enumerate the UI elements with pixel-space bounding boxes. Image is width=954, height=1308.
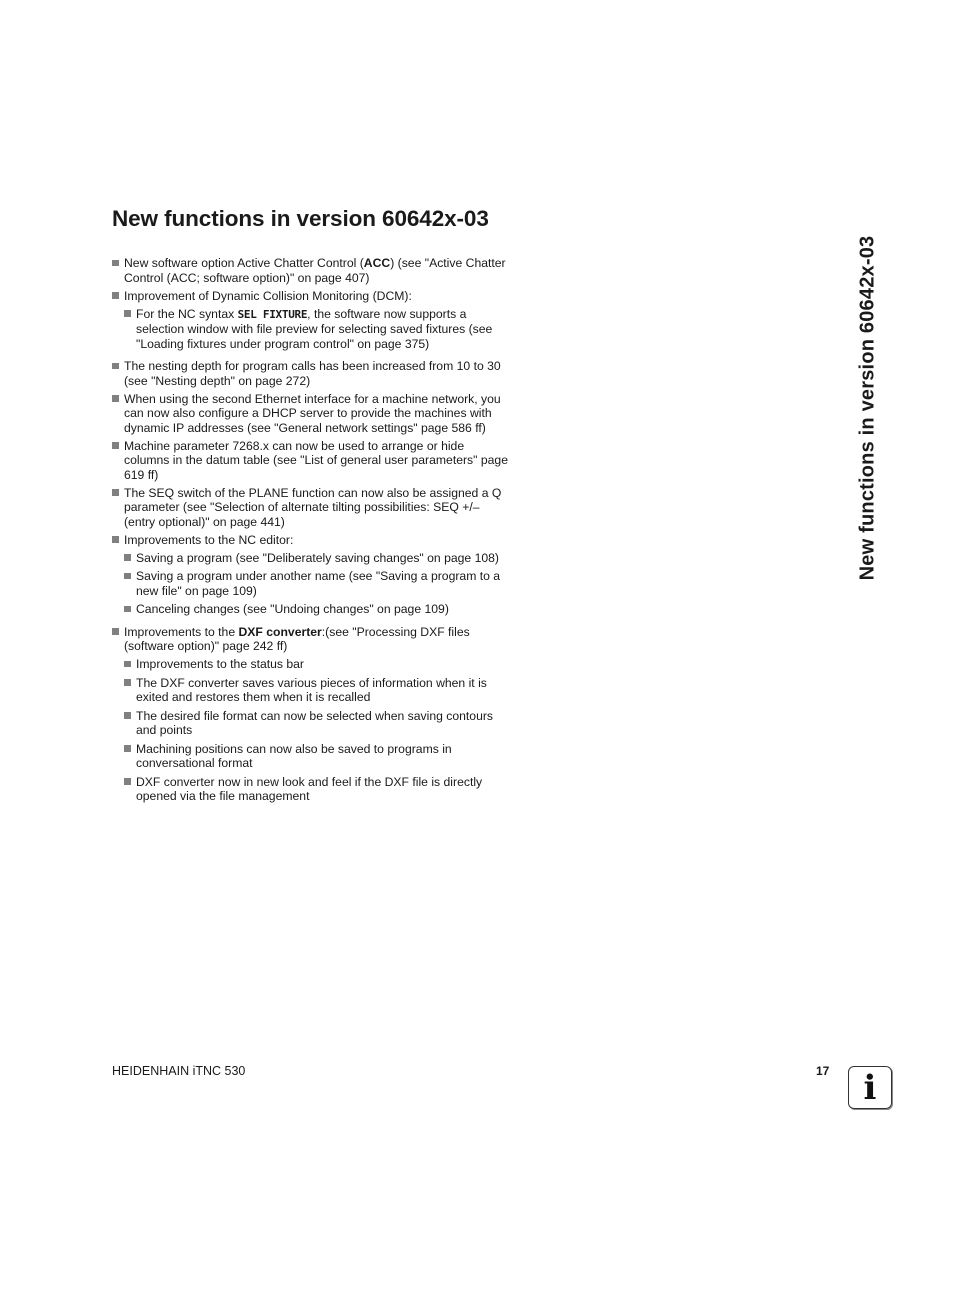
bullet-square-icon	[112, 489, 119, 496]
sub-list	[124, 657, 512, 804]
bullet-square-icon	[112, 292, 119, 299]
sub-list-item: Saving a program under another name (see "Saving a program to a new file" on page 109)	[124, 569, 512, 598]
sub-list-item: For the NC syntax SEL FIXTURE, the software now supports a selection window with file preview for selecting saved fixtures (see "Loading fixtures under program control" on page 375)	[124, 307, 512, 352]
sub-list-item: Canceling changes (see "Undoing changes" on page 109)	[124, 602, 512, 617]
list-item-ethernet: When using the second Ethernet interface for a machine network, you can now also configure a DHCP server to provide the machines with dynamic IP addresses (see "General network settings" page 586 ff)	[112, 392, 512, 436]
bullet-square-icon	[112, 363, 119, 370]
sub-list	[124, 307, 512, 352]
bullet-square-icon	[124, 573, 131, 580]
info-icon: i	[848, 1066, 892, 1109]
sub-list-item: Improvements to the status bar	[124, 657, 512, 672]
sub-list-item: DXF converter now in new look and feel if the DXF file is directly opened via the file management	[124, 775, 512, 804]
footer-product: HEIDENHAIN iTNC 530	[112, 1064, 246, 1078]
sub-list	[124, 551, 512, 617]
side-tab-title: New functions in version 60642x-03	[856, 235, 879, 581]
list-item-dxf: Improvements to the DXF converter:(see "Processing DXF files (software option)" page 242 ff) Improvements to the status bar The DXF converter saves various pieces of information when it is exited and restores them when it is recalled The desired file format can now be selected when saving contours and points Machining positions can now also be saved to programs in conversational format DXF converter now in new look and feel if the DXF file is directly opened via the file management	[112, 625, 512, 804]
list-item-mp7268: Machine parameter 7268.x can now be used to arrange or hide columns in the datum table (see "List of general user parameters" page 619 ff)	[112, 439, 512, 483]
bullet-square-icon	[124, 310, 131, 317]
bullet-square-icon	[112, 536, 119, 543]
page-number: 17	[816, 1064, 830, 1078]
sub-list-item: The DXF converter saves various pieces of information when it is exited and restores them when it is recalled	[124, 676, 512, 705]
sub-list-item: The desired file format can now be selected when saving contours and points	[124, 709, 512, 738]
page-title: New functions in version 60642x-03	[112, 206, 489, 231]
sub-list-item: Machining positions can now also be saved to programs in conversational format	[124, 742, 512, 771]
bullet-square-icon	[124, 606, 131, 613]
bullet-square-icon	[112, 395, 119, 402]
list-item-nesting: The nesting depth for program calls has been increased from 10 to 30 (see "Nesting depth" on page 272)	[112, 359, 512, 388]
sub-list-item: Saving a program (see "Deliberately saving changes" on page 108)	[124, 551, 512, 566]
function-list	[112, 256, 512, 812]
list-item-seq: The SEQ switch of the PLANE function can now also be assigned a Q parameter (see "Selection of alternate tilting possibilities: SEQ +/– (entry optional)" on page 441)	[112, 486, 512, 530]
list-item-acc: New software option Active Chatter Control (ACC) (see "Active Chatter Control (ACC; software option)" on page 407)	[112, 256, 512, 285]
bullet-square-icon	[124, 745, 131, 752]
bullet-square-icon	[124, 554, 131, 561]
bullet-square-icon	[112, 628, 119, 635]
list-item-nc-editor: Improvements to the NC editor: Saving a program (see "Deliberately saving changes" on page 108) Saving a program under another name (see "Saving a program to a new file" on page 109) Canceling changes (see "Undoing changes" on page 109)	[112, 533, 512, 617]
bullet-square-icon	[112, 442, 119, 449]
bullet-square-icon	[112, 260, 119, 267]
bullet-square-icon	[124, 679, 131, 686]
bullet-square-icon	[124, 661, 131, 668]
bullet-square-icon	[124, 712, 131, 719]
bullet-square-icon	[124, 778, 131, 785]
list-item-dcm: Improvement of Dynamic Collision Monitoring (DCM): For the NC syntax SEL FIXTURE, the software now supports a selection window with file preview for selecting saved fixtures (see "Loading fixtures under program control" on page 375)	[112, 289, 512, 352]
